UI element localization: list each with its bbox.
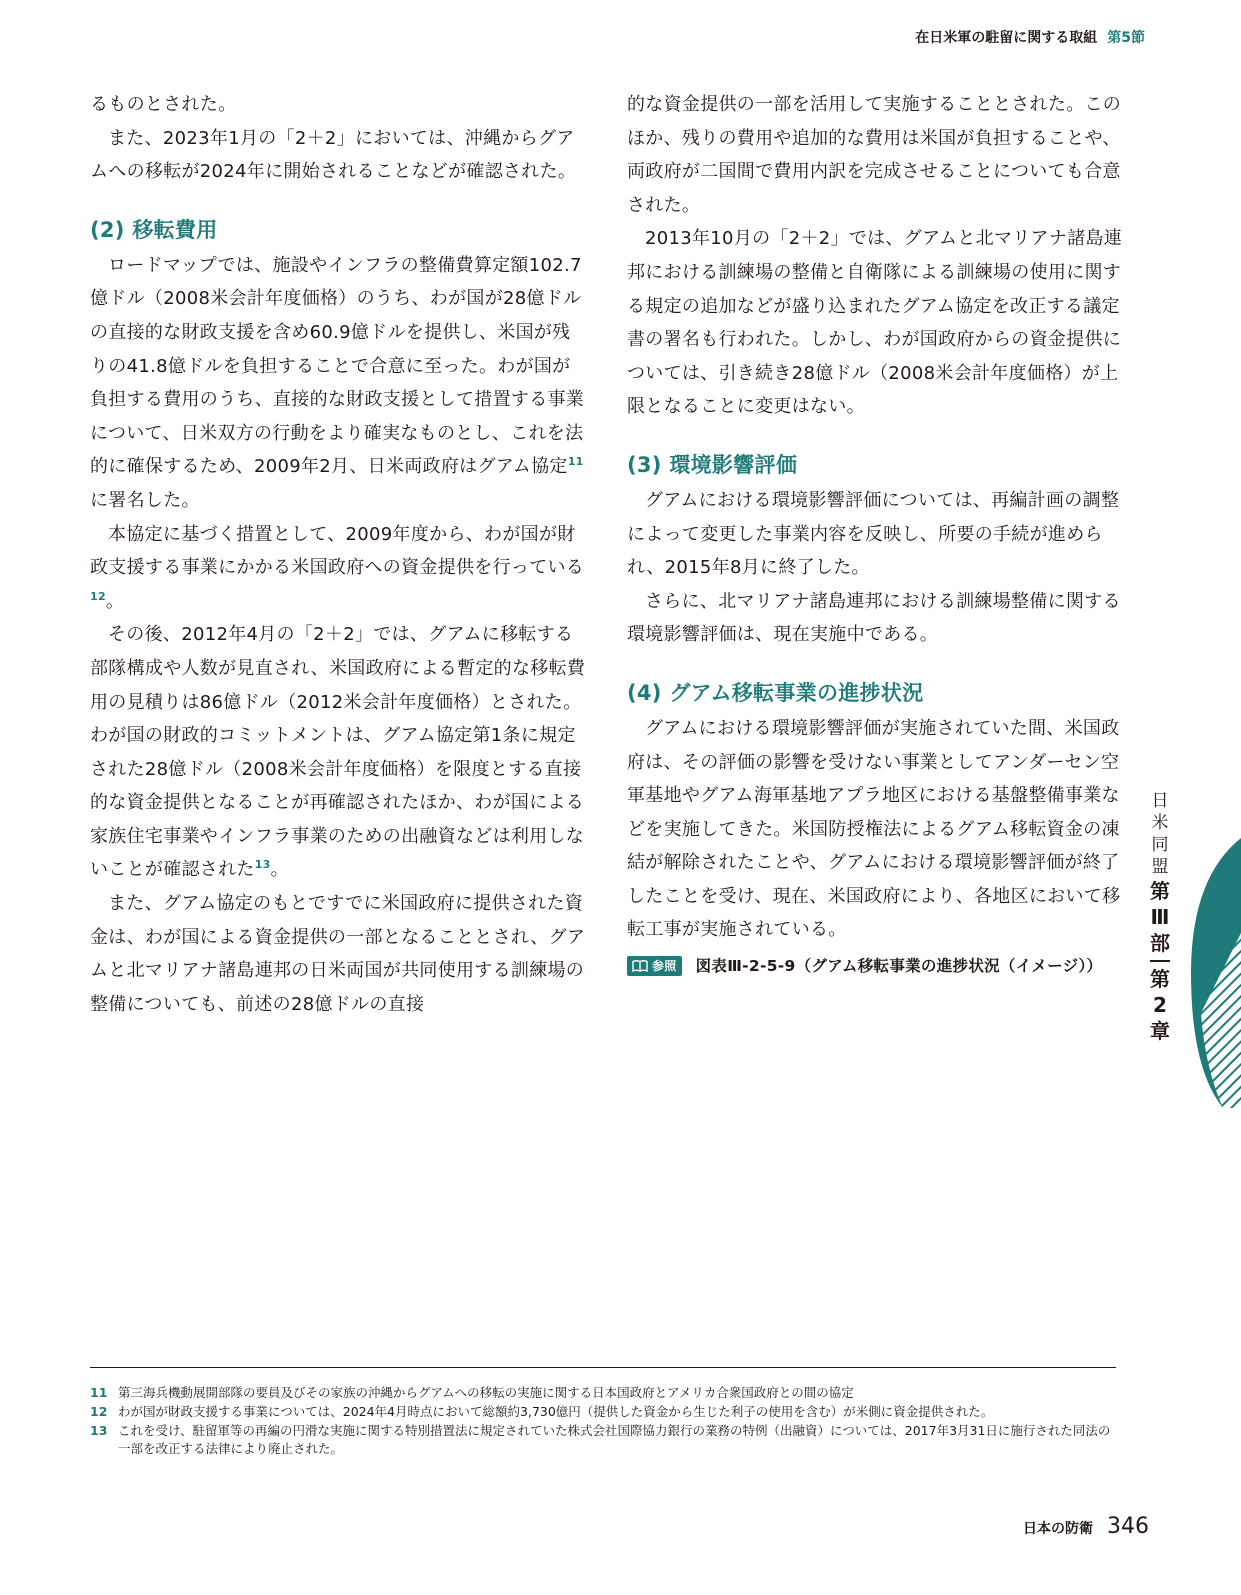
footnote-number: 12 — [90, 1404, 108, 1419]
side-label-text: 日米同盟 — [1151, 791, 1169, 877]
right-column — [627, 88, 1125, 979]
paragraph — [90, 518, 588, 619]
footnote-text: 第三海兵機動展開部隊の要員及びその家族の沖縄からグアムへの移転の実施に関する日本国政府とアメリカ合衆国政府との間の協定 — [118, 1385, 854, 1400]
paragraph-text: 。 — [270, 859, 289, 881]
paragraph-text: 。 — [105, 590, 125, 612]
reference-badge — [627, 956, 682, 976]
paragraph: また、2023年1月の「2＋2」においては、沖縄からグアムへの移転が2024年に開始されることなどが確認された。 — [90, 127, 577, 183]
footnote-ref-12[interactable]: 12 — [90, 589, 106, 603]
reference-text[interactable]: 図表Ⅲ-2-5-9（グアム移転事業の進捗状況（イメージ）） — [695, 957, 1103, 976]
section-heading-3: (3) 環境影響評価 — [627, 452, 798, 477]
footnote — [90, 1384, 1116, 1402]
page-number: 346 — [1107, 1514, 1149, 1539]
footnote-text: これを受け、駐留軍等の再編の円滑な実施に関する特別措置法に規定されていた株式会社国際協力銀行の業務の特例（出融資）については、2017年3月31日に施行された同法の一部を改正する法律により廃止された。 — [118, 1423, 1111, 1456]
section-heading-2: (2) 移転費用 — [90, 217, 218, 242]
paragraph — [90, 618, 588, 887]
side-chapter-label — [1147, 790, 1173, 1044]
paragraph: るものとされた。 — [90, 94, 237, 115]
paragraph: 2013年10月の「2＋2」では、グアムと北マリアナ諸島連邦における訓練場の整備と自衛隊による訓練場の使用に関する規定の追加などが盛り込まれたグアム協定を改正する議定書の署名も行われた。しかし、わが国政府からの資金提供については、引き続き28億ドル（2008米会計年度価格）が上限となることに変更はない。 — [627, 228, 1123, 418]
paragraph: グアムにおける環境影響評価については、再編計画の調整によって変更した事業内容を反映し、所要の手続が進められ、2015年8月に終了した。 — [627, 489, 1120, 579]
footnotes — [90, 1367, 1116, 1459]
footnote-ref-13[interactable]: 13 — [254, 858, 271, 872]
paragraph: 的な資金提供の一部を活用して実施することとされた。このほか、残りの費用や追加的な費用は米国が負担することや、両政府が二国間で費用内訳を完成させることについても合意された。 — [627, 94, 1122, 216]
left-column — [90, 88, 588, 1021]
side-part: 第Ⅲ部 — [1150, 879, 1170, 955]
footnote-text: わが国が財政支援する事業については、2024年4月時点において総額約3,730億円（提供した資金から生じた利子の使用を含む）が米側に資金提供された。 — [118, 1404, 994, 1419]
reference-badge-label: 参照 — [652, 959, 677, 974]
side-divider — [1150, 960, 1170, 962]
book-icon — [632, 960, 648, 972]
footnote-ref-11[interactable]: 11 — [567, 455, 584, 469]
paragraph-text: その後、2012年4月の「2＋2」では、グアムに移転する部隊構成や人数が見直され、米国政府による暫定的な移転費用の見積りは86億ドル（2012米会計年度価格）とされた。わが国の財政的コミットメントは、グアム協定第1条に規定された28億ドル（2008米会計年度価格）を限度とする直接的な資金提供となることが再確認されたほか、わが国による家族住宅事業やインフラ事業のための出融資などは利用しないことが確認された — [90, 624, 586, 881]
paragraph: グアムにおける環境影響評価が実施されていた間、米国政府は、その評価の影響を受けない事業としてアンダーセン空軍基地やグアム海軍基地アプラ地区における基盤整備事業などを実施してきた。米国防授権法によるグアム移転資金の凍結が解除されたことや、グアムにおける環境影響評価が終了したことを受け、現在、米国政府により、各地区において移転工事が実施されている。 — [627, 717, 1121, 941]
chapter-tab — [1183, 838, 1241, 1108]
paragraph — [90, 249, 588, 518]
paragraph-text: 本協定に基づく措置として、2009年度から、わが国が財政支援する事業にかかる米国政府への資金提供を行っている — [90, 523, 585, 579]
paragraph: さらに、北マリアナ諸島連邦における訓練場整備に関する環境影響評価は、現在実施中である。 — [627, 590, 1121, 646]
running-header — [915, 27, 1145, 47]
header-title: 在日米軍の駐留に関する取組 — [915, 30, 1098, 46]
footnote-number: 13 — [90, 1423, 108, 1438]
figure-reference[interactable] — [627, 953, 1125, 979]
paragraph-text: ロードマップでは、施設やインフラの整備費算定額102.7億ドル（2008米会計年度価格）のうち、わが国が28億ドルの直接的な財政支援を含め60.9億ドルを提供し、米国が残りの41.8億ドルを負担することで合意に至った。わが国が負担する費用のうち、直接的な財政支援として措置する事業について、日米双方の行動をより確実なものとし、これを法的に確保するため、2009年2月、日米両政府はグアム協定 — [90, 254, 585, 478]
paragraph: また、グアム協定のもとですでに米国政府に提供された資金は、わが国による資金提供の一部となることとされ、グアムと北マリアナ諸島連邦の日米両国が共同使用する訓練場の整備についても、前述の28億ドルの直接 — [90, 893, 586, 1015]
footnote — [90, 1422, 1116, 1458]
header-section: 第5節 — [1107, 30, 1145, 46]
paragraph-text: に署名した。 — [90, 489, 200, 511]
footnote-number: 11 — [90, 1385, 108, 1400]
page-footer — [1023, 1514, 1149, 1539]
section-heading-4: (4) グアム移転事業の進捗状況 — [627, 680, 924, 705]
footnote — [90, 1403, 1116, 1421]
book-title: 日本の防衛 — [1023, 1521, 1093, 1537]
side-chapter: 第2章 — [1150, 967, 1170, 1043]
